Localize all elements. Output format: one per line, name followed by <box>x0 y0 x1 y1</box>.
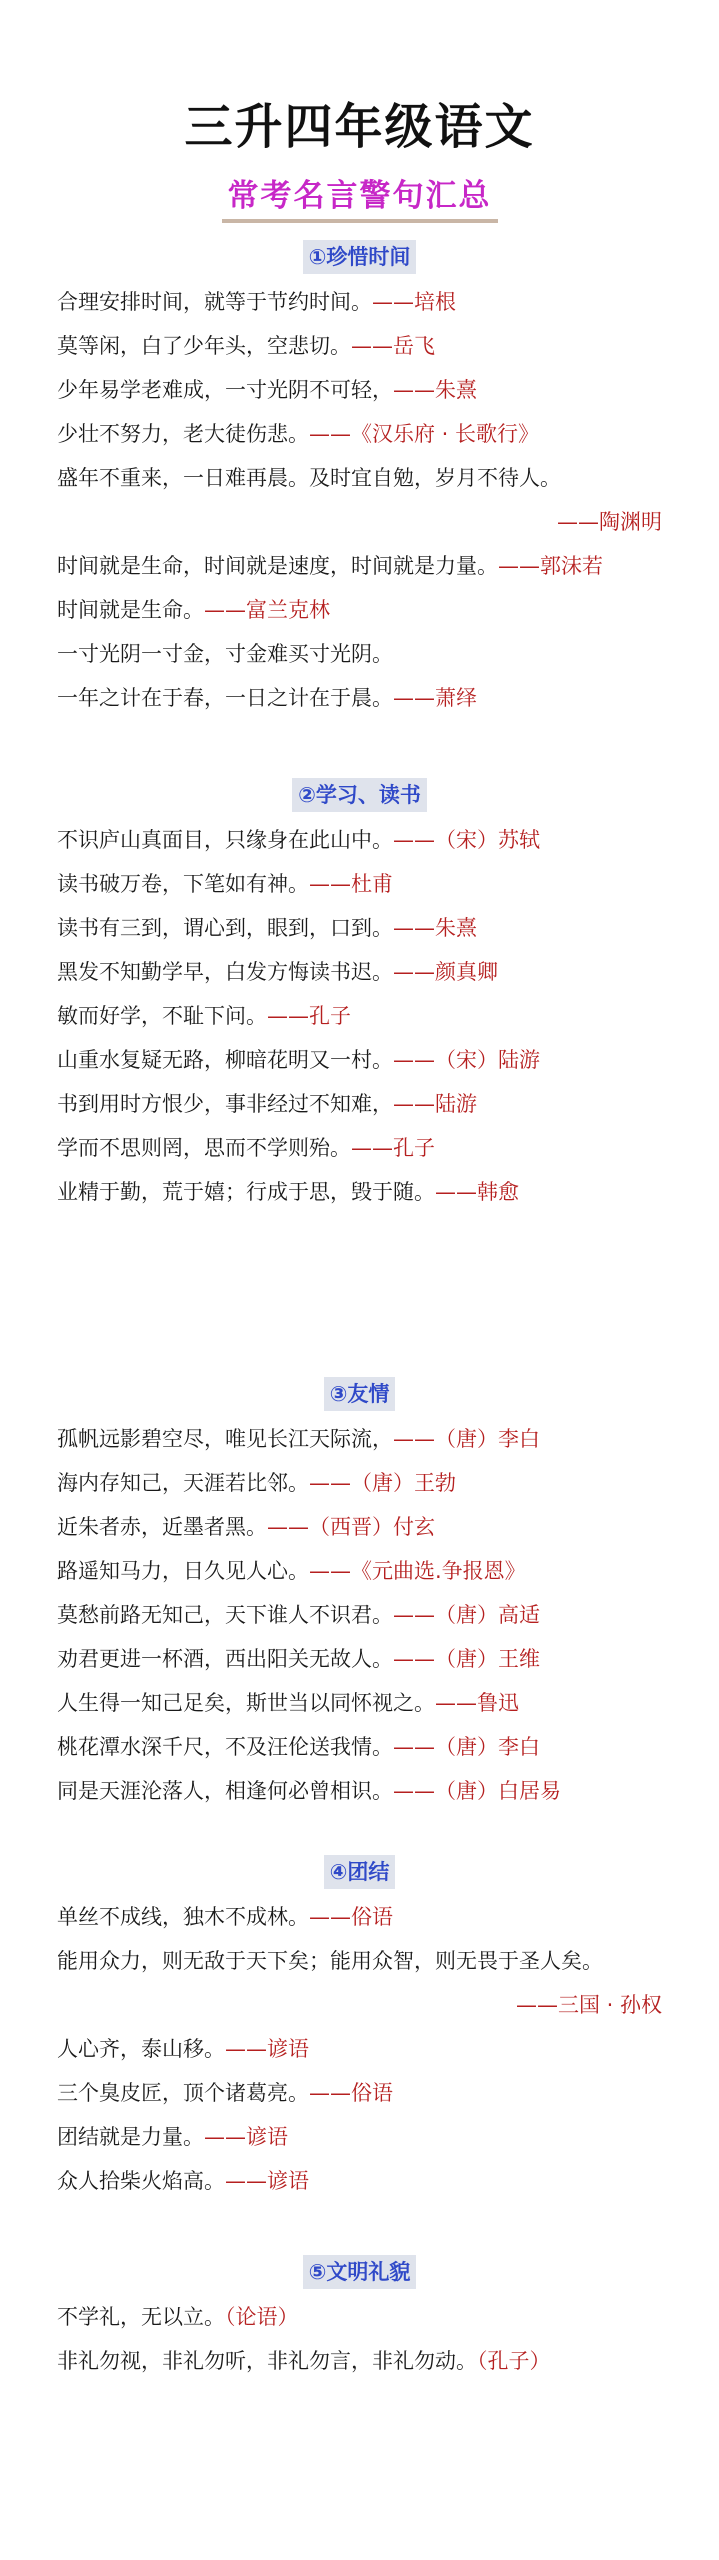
quote-source: ——（唐）王维 <box>393 1647 540 1671</box>
section-heading <box>0 774 719 818</box>
quote-source: ——郭沫若 <box>498 554 603 578</box>
quote-line <box>0 1038 719 1082</box>
quote-source: ——（宋）陆游 <box>393 1048 540 1072</box>
section-friendship <box>0 1373 719 1813</box>
quote-line <box>0 2339 719 2383</box>
quote-source: （孔子） <box>477 2349 551 2373</box>
quote-text: 孤帆远影碧空尽，唯见长江天际流， <box>57 1427 393 1451</box>
quote-line <box>0 1637 719 1681</box>
quote-line <box>0 950 719 994</box>
quote-line <box>0 368 719 412</box>
quote-source: ——孔子 <box>267 1004 351 1028</box>
quote-line <box>0 1939 719 1983</box>
section-heading <box>0 1851 719 1895</box>
quote-line <box>0 2159 719 2203</box>
quote-line <box>0 280 719 324</box>
section-heading-label: ⑤文明礼貌 <box>303 2255 417 2289</box>
quote-line <box>0 324 719 368</box>
quote-source: ——萧绎 <box>393 686 477 710</box>
quote-source: ——《元曲选.争报恩》 <box>309 1559 526 1583</box>
page-title: 三升四年级语文 <box>184 99 535 155</box>
quote-line <box>0 456 719 500</box>
quote-source: ——（唐）李白 <box>393 1735 540 1759</box>
quote-line <box>0 818 719 862</box>
quote-line <box>0 2027 719 2071</box>
quote-line <box>0 1082 719 1126</box>
quote-line <box>0 544 719 588</box>
quote-text: 单丝不成线，独木不成林。 <box>57 1905 309 1929</box>
quote-text: 黑发不知勤学早，白发方悔读书迟。 <box>57 960 393 984</box>
quote-source: ——（唐）高适 <box>393 1603 540 1627</box>
quote-text: 莫等闲，白了少年头，空悲切。 <box>57 334 351 358</box>
quote-text: 人生得一知己足矣，斯世当以同怀视之。 <box>57 1691 435 1715</box>
quote-source: ——颜真卿 <box>393 960 498 984</box>
quote-text: 一寸光阴一寸金，寸金难买寸光阴。 <box>57 642 393 666</box>
quote-source: ——陶渊明 <box>557 510 662 534</box>
quote-line <box>0 1725 719 1769</box>
quote-text: 桃花潭水深千尺，不及汪伦送我情。 <box>57 1735 393 1759</box>
section-heading-label: ③友情 <box>324 1377 396 1411</box>
quote-source: ——富兰克林 <box>204 598 330 622</box>
quote-line <box>0 1681 719 1725</box>
quote-line <box>0 1769 719 1813</box>
quote-text: 读书有三到，谓心到，眼到，口到。 <box>57 916 393 940</box>
quote-text: 非礼勿视，非礼勿听，非礼勿言，非礼勿动。 <box>57 2349 477 2373</box>
quote-source: ——（唐）白居易 <box>393 1779 561 1803</box>
quote-text: 近朱者赤，近墨者黑。 <box>57 1515 267 1539</box>
quote-text: 少年易学老难成，一寸光阴不可轻， <box>57 378 393 402</box>
quote-line <box>0 1593 719 1637</box>
section-cherish-time <box>0 236 719 720</box>
quote-source: ——谚语 <box>225 2037 309 2061</box>
quote-line <box>0 2071 719 2115</box>
quote-line <box>0 1417 719 1461</box>
quote-source: ——陆游 <box>393 1092 477 1116</box>
quote-text: 盛年不重来，一日难再晨。及时宜自勉，岁月不待人。 <box>57 466 561 490</box>
quote-line <box>0 1126 719 1170</box>
quote-line <box>0 994 719 1038</box>
quote-source: ——（唐）李白 <box>393 1427 540 1451</box>
quote-line <box>0 1549 719 1593</box>
quote-source: ——《汉乐府 · 长歌行》 <box>309 422 540 446</box>
section-heading <box>0 236 719 280</box>
quote-line <box>0 2295 719 2339</box>
quote-source: ——杜甫 <box>309 872 393 896</box>
quote-line-attribution <box>0 500 719 544</box>
quote-text: 读书破万卷，下笔如有神。 <box>57 872 309 896</box>
quote-line <box>0 906 719 950</box>
quote-line <box>0 862 719 906</box>
quote-text: 劝君更进一杯酒，西出阳关无故人。 <box>57 1647 393 1671</box>
quote-text: 少壮不努力，老大徒伤悲。 <box>57 422 309 446</box>
quote-source: ——朱熹 <box>393 378 477 402</box>
section-heading-label: ①珍惜时间 <box>303 240 417 274</box>
quote-source: ——鲁迅 <box>435 1691 519 1715</box>
section-heading-label: ②学习、读书 <box>292 778 427 812</box>
quote-source: ——（西晋）付玄 <box>267 1515 435 1539</box>
quote-line <box>0 588 719 632</box>
page-subtitle: 常考名言警句汇总 <box>222 170 498 223</box>
quote-source: ——孔子 <box>351 1136 435 1160</box>
quote-text: 时间就是生命，时间就是速度，时间就是力量。 <box>57 554 498 578</box>
quote-line <box>0 412 719 456</box>
quote-source: ——谚语 <box>225 2169 309 2193</box>
quote-source: ——韩愈 <box>435 1180 519 1204</box>
quote-source: ——谚语 <box>204 2125 288 2149</box>
quote-line <box>0 1505 719 1549</box>
quote-line <box>0 1895 719 1939</box>
subtitle-wrap <box>0 170 719 223</box>
section-heading <box>0 1373 719 1417</box>
section-study-reading <box>0 774 719 1214</box>
quote-text: 一年之计在于春，一日之计在于晨。 <box>57 686 393 710</box>
quote-text: 书到用时方恨少，事非经过不知难， <box>57 1092 393 1116</box>
quote-source: ——岳飞 <box>351 334 435 358</box>
quote-text: 三个臭皮匠，顶个诸葛亮。 <box>57 2081 309 2105</box>
quote-text: 不学礼，无以立。 <box>57 2305 225 2329</box>
quote-text: 莫愁前路无知己，天下谁人不识君。 <box>57 1603 393 1627</box>
quote-text: 山重水复疑无路，柳暗花明又一村。 <box>57 1048 393 1072</box>
quote-text: 不识庐山真面目，只缘身在此山中。 <box>57 828 393 852</box>
quote-text: 合理安排时间，就等于节约时间。 <box>57 290 372 314</box>
quote-line <box>0 632 719 676</box>
quote-text: 学而不思则罔，思而不学则殆。 <box>57 1136 351 1160</box>
quote-text: 同是天涯沦落人，相逢何必曾相识。 <box>57 1779 393 1803</box>
section-heading-label: ④团结 <box>324 1855 396 1889</box>
quote-line <box>0 1170 719 1214</box>
quote-source: ——（宋）苏轼 <box>393 828 540 852</box>
quote-source: ——（唐）王勃 <box>309 1471 456 1495</box>
quote-text: 团结就是力量。 <box>57 2125 204 2149</box>
quote-text: 能用众力，则无敌于天下矣；能用众智，则无畏于圣人矣。 <box>57 1949 603 1973</box>
quote-line <box>0 676 719 720</box>
quote-text: 人心齐，泰山移。 <box>57 2037 225 2061</box>
quote-line <box>0 2115 719 2159</box>
quote-text: 海内存知己，天涯若比邻。 <box>57 1471 309 1495</box>
quote-line-attribution <box>0 1983 719 2027</box>
quote-line <box>0 1461 719 1505</box>
quote-text: 时间就是生命。 <box>57 598 204 622</box>
quote-source: ——培根 <box>372 290 456 314</box>
quote-source: ——朱熹 <box>393 916 477 940</box>
section-courtesy <box>0 2251 719 2383</box>
quote-text: 敏而好学，不耻下问。 <box>57 1004 267 1028</box>
quote-text: 众人拾柴火焰高。 <box>57 2169 225 2193</box>
section-unity <box>0 1851 719 2203</box>
quote-source: （论语） <box>225 2305 299 2329</box>
section-heading <box>0 2251 719 2295</box>
quote-source: ——俗语 <box>309 2081 393 2105</box>
quote-text: 路遥知马力，日久见人心。 <box>57 1559 309 1583</box>
quote-source: ——俗语 <box>309 1905 393 1929</box>
quote-source: ——三国 · 孙权 <box>515 1993 662 2017</box>
quote-text: 业精于勤，荒于嬉；行成于思，毁于随。 <box>57 1180 435 1204</box>
